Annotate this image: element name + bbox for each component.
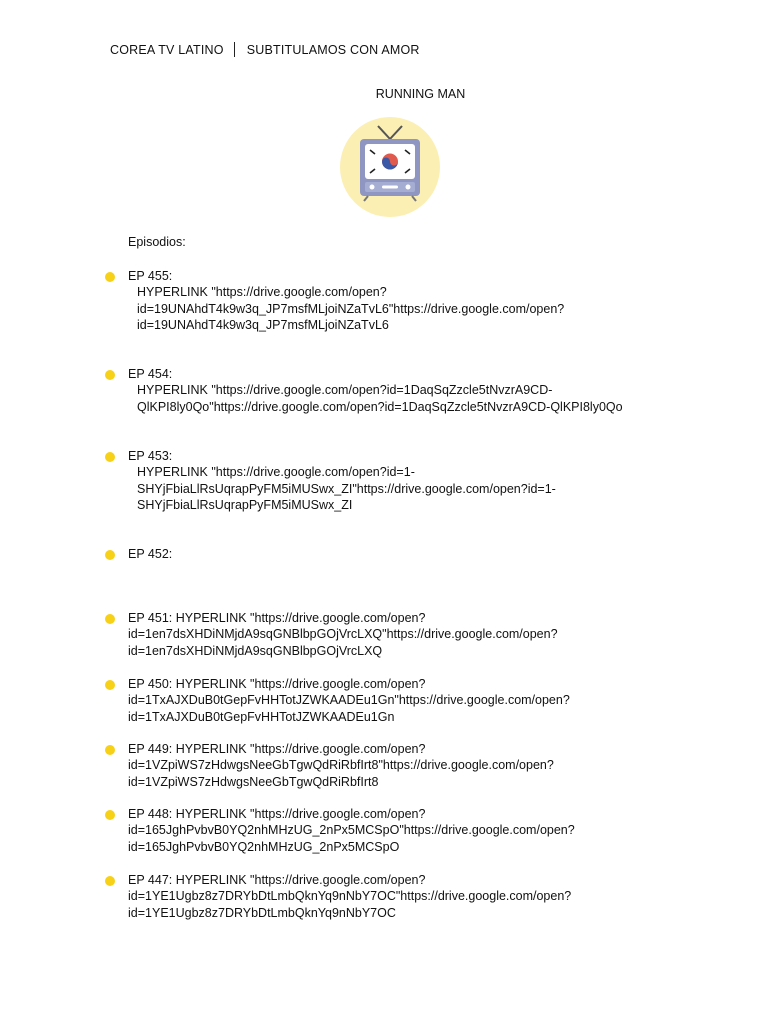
episode-link-line[interactable]: QlKPI8ly0Qo"https://drive.google.com/open?id=1DaqSqZzcle5tNvzrA9CD-QlKPI8ly0Qo [137,399,623,414]
list-item [128,610,688,659]
episode-link-line[interactable]: id=19UNAhdT4k9w3q_JP7msfMLjoiNZaTvL6 [137,317,389,332]
bullet-icon [105,614,115,624]
bullet-icon [105,810,115,820]
bullet-icon [105,550,115,560]
episode-link-line[interactable]: id=1YE1Ugbz8z7DRYbDtLmbQknYq9nNbY7OC"https://drive.google.com/open? [128,889,572,904]
episode-link-line[interactable]: id=165JghPvbvB0YQ2nhMHzUG_2nPx5MCSpO"https://drive.google.com/open? [128,823,575,838]
episode-link-line[interactable]: id=1VZpiWS7zHdwgsNeeGbTgwQdRiRbfIrt8 [128,774,379,789]
episode-link-line[interactable]: id=1YE1Ugbz8z7DRYbDtLmbQknYq9nNbY7OC [128,905,396,920]
list-item [128,448,688,513]
episode-link-line[interactable]: SHYjFbiaLlRsUqrapPyFM5iMUSwx_ZI [137,497,353,512]
episode-link-line[interactable]: id=1TxAJXDuB0tGepFvHHTotJZWKAADEu1Gn [128,709,395,724]
episode-link-line[interactable]: id=1TxAJXDuB0tGepFvHHTotJZWKAADEu1Gn"https://drive.google.com/open? [128,693,570,708]
list-item [128,872,688,921]
episode-link-line[interactable]: EP 447: HYPERLINK "https://drive.google.com/open? [128,873,426,887]
episode-link-line[interactable]: id=1en7dsXHDiNMjdA9sqGNBlbpGOjVrcLXQ"https://drive.google.com/open? [128,627,558,642]
bullet-icon [105,745,115,755]
bullet-icon [105,876,115,886]
episode-link-line[interactable]: EP 451: HYPERLINK "https://drive.google.com/open? [128,611,426,625]
bullet-icon [105,452,115,462]
episode-link-line[interactable]: id=165JghPvbvB0YQ2nhMHzUG_2nPx5MCSpO [128,839,400,854]
episode-link-line[interactable]: HYPERLINK "https://drive.google.com/open?id=1- [137,465,415,480]
episode-link-line[interactable]: SHYjFbiaLlRsUqrapPyFM5iMUSwx_ZI"https://drive.google.com/open?id=1- [137,481,556,496]
episode-link-line[interactable]: EP 450: HYPERLINK "https://drive.google.com/open? [128,677,426,691]
list-item [128,806,688,855]
episode-label: EP 453: [128,449,173,463]
episode-link-line[interactable]: id=19UNAhdT4k9w3q_JP7msfMLjoiNZaTvL6"https://drive.google.com/open? [137,301,565,316]
korean-tv-logo-icon [340,117,440,217]
list-item [128,546,688,562]
episode-link-line[interactable]: EP 448: HYPERLINK "https://drive.google.com/open? [128,807,426,821]
brand-name: COREA TV LATINO [110,42,224,57]
header-divider [234,42,235,57]
bullet-icon [105,680,115,690]
document-header [110,42,420,57]
list-item [128,268,688,333]
episode-link-line[interactable]: id=1en7dsXHDiNMjdA9sqGNBlbpGOjVrcLXQ [128,643,383,658]
episode-label: EP 452: [128,547,173,561]
episode-label: EP 454: [128,367,173,381]
episodes-heading: Episodios: [128,235,186,249]
brand-tagline: SUBTITULAMOS CON AMOR [246,42,420,57]
bullet-icon [105,272,115,282]
episode-link-line[interactable]: HYPERLINK "https://drive.google.com/open?id=1DaqSqZzcle5tNvzrA9CD- [137,383,553,398]
list-item [128,676,688,725]
episode-label: EP 455: [128,269,173,283]
episode-link-line[interactable]: id=1VZpiWS7zHdwgsNeeGbTgwQdRiRbfIrt8"https://drive.google.com/open? [128,758,554,773]
page-title: RUNNING MAN [375,87,466,101]
bullet-icon [105,370,115,380]
episode-link-line[interactable]: EP 449: HYPERLINK "https://drive.google.com/open? [128,742,426,756]
list-item [128,366,688,415]
episode-link-line[interactable]: HYPERLINK "https://drive.google.com/open? [137,285,387,300]
list-item [128,741,688,790]
